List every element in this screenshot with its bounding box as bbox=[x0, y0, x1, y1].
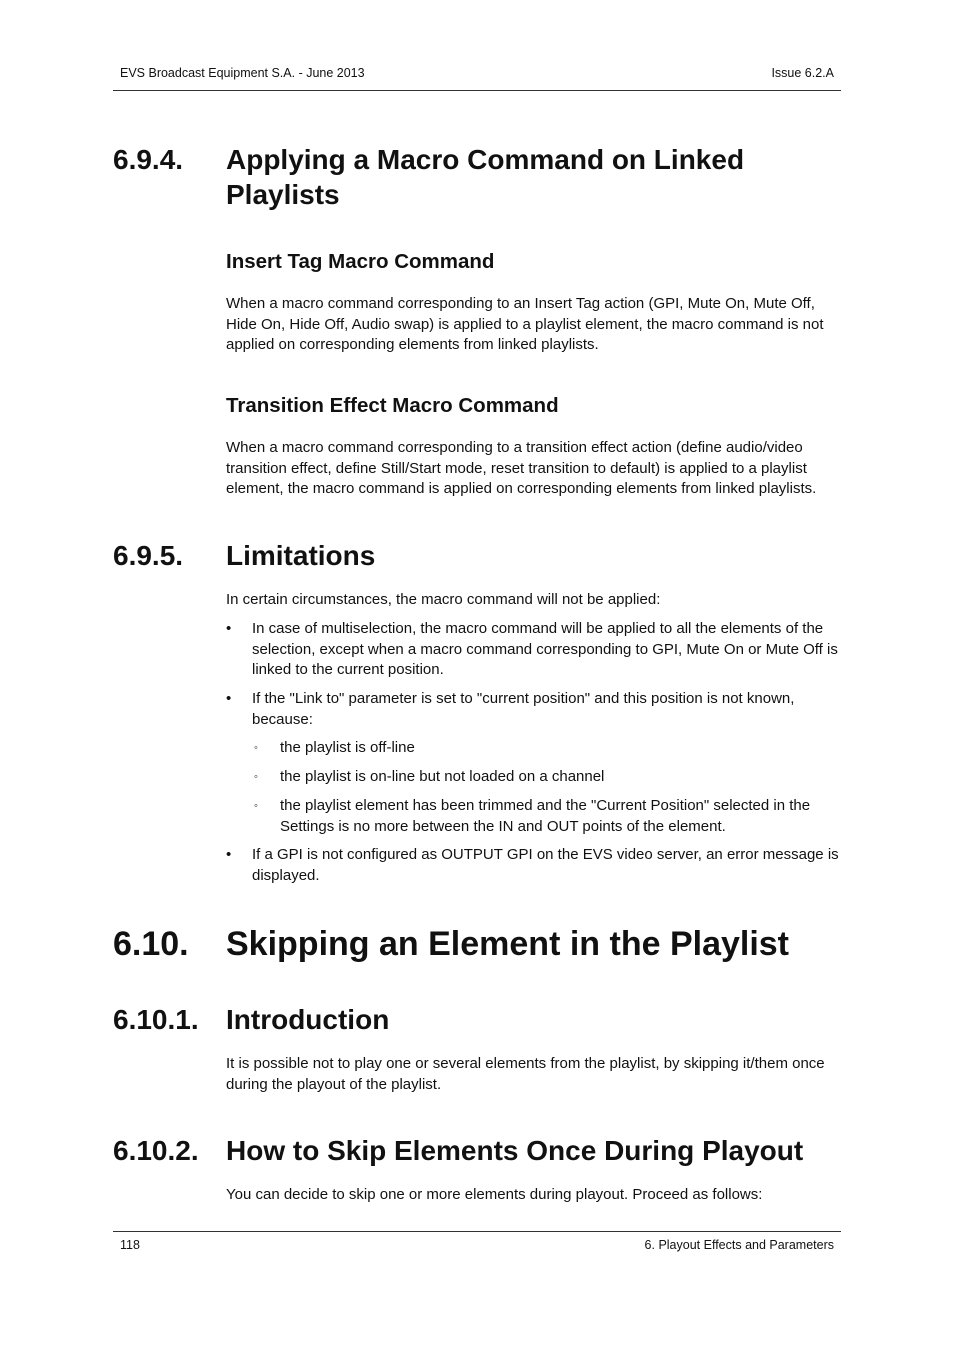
section-title: Applying a Macro Command on Linked Playlists bbox=[226, 144, 745, 210]
header-publisher: EVS Broadcast Equipment S.A. - June 2013 bbox=[120, 66, 365, 80]
list-item-text: In case of multiselection, the macro command will be applied to all the elements of the selection, except when a macro command corresponding to GPI, Mute On or Mute Off is linked to the current position. bbox=[252, 620, 838, 679]
list-item-text: If a GPI is not configured as OUTPUT GPI on the EVS video server, an error message is displayed. bbox=[252, 846, 839, 884]
bullet-icon: • bbox=[226, 846, 232, 863]
sub-list-item-text: the playlist is off-line bbox=[280, 739, 415, 756]
section-title: Introduction bbox=[226, 1004, 390, 1035]
sub-bullet-icon: ◦ bbox=[254, 771, 258, 783]
footer-divider bbox=[113, 1231, 841, 1232]
header-issue: Issue 6.2.A bbox=[771, 66, 834, 80]
section-title: Skipping an Element in the Playlist bbox=[226, 925, 790, 963]
list-item-text: If the "Link to" parameter is set to "current position" and this position is not known, because: bbox=[252, 690, 795, 728]
page-number: 118 bbox=[120, 1238, 140, 1252]
section-number: 6.9.5. bbox=[113, 540, 184, 571]
section-title: How to Skip Elements Once During Playout bbox=[226, 1135, 804, 1166]
section-title: Limitations bbox=[226, 540, 376, 571]
transition-heading: Transition Effect Macro Command bbox=[226, 394, 559, 417]
introduction-paragraph: It is possible not to play one or several elements from the playlist, by skipping it/them once during the playout of the playlist. bbox=[226, 1055, 825, 1093]
sub-bullet-icon: ◦ bbox=[254, 800, 258, 812]
skip-elements-paragraph: You can decide to skip one or more elements during playout. Proceed as follows: bbox=[226, 1186, 763, 1203]
bullet-icon: • bbox=[226, 690, 232, 707]
limitations-intro: In certain circumstances, the macro command will not be applied: bbox=[226, 591, 661, 608]
footer-chapter: 6. Playout Effects and Parameters bbox=[644, 1238, 834, 1252]
insert-tag-heading: Insert Tag Macro Command bbox=[226, 250, 495, 273]
bullet-icon: • bbox=[226, 620, 232, 637]
insert-tag-paragraph: When a macro command corresponding to an Insert Tag action (GPI, Mute On, Mute Off, Hide On, Hide Off, Audio swap) is applied to a playlist element, the macro command is not applied on corresponding elements from linked playlists. bbox=[226, 295, 824, 354]
sub-list-item-text: the playlist element has been trimmed and the "Current Position" selected in the Settings is no more between the IN and OUT points of the element. bbox=[280, 797, 811, 835]
header-divider bbox=[113, 90, 841, 91]
section-number: 6.10.1. bbox=[113, 1004, 199, 1035]
section-number: 6.9.4. bbox=[113, 144, 184, 175]
section-number: 6.10. bbox=[113, 925, 189, 963]
section-number: 6.10.2. bbox=[113, 1135, 199, 1166]
sub-bullet-icon: ◦ bbox=[254, 742, 258, 754]
transition-paragraph: When a macro command corresponding to a transition effect action (define audio/video transition effect, define Still/Start mode, reset transition to default) is applied to a playlist element, the macro command is applied on corresponding elements from linked playlists. bbox=[226, 439, 817, 498]
sub-list-item-text: the playlist is on-line but not loaded on a channel bbox=[280, 768, 605, 785]
